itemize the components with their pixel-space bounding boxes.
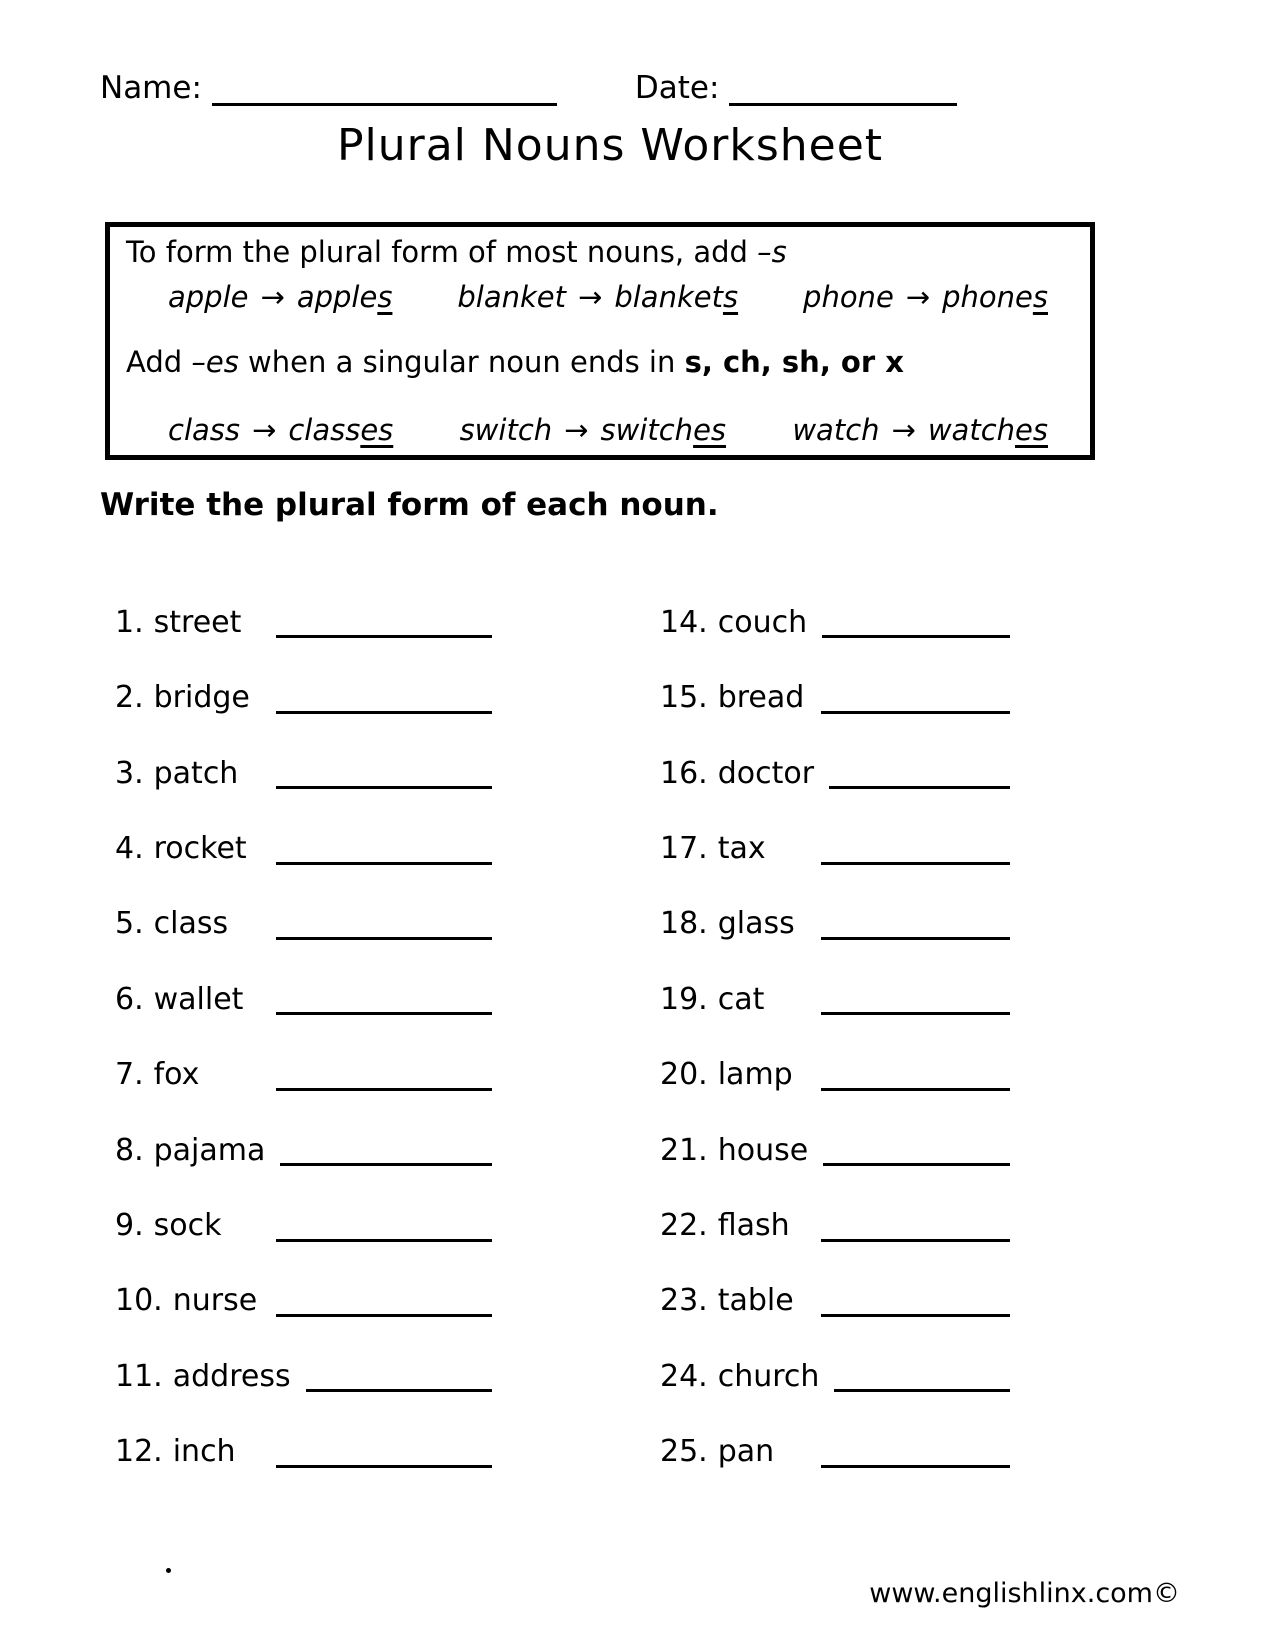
item-word: inch — [172, 1434, 236, 1470]
date-label: Date: — [634, 70, 720, 106]
item-number: 19. — [660, 981, 708, 1017]
item-word: patch — [153, 755, 239, 791]
answer-line[interactable] — [276, 635, 492, 638]
date-input-line[interactable] — [729, 68, 957, 106]
arrow-icon: → — [891, 413, 916, 448]
item-word: address — [172, 1358, 291, 1394]
answer-line[interactable] — [821, 1465, 1010, 1468]
answer-line[interactable] — [276, 1465, 492, 1468]
answer-line[interactable] — [821, 1012, 1010, 1015]
item-label — [115, 1433, 261, 1471]
example-apple — [168, 280, 392, 315]
item-number: 15. — [660, 680, 708, 716]
item-word: cat — [717, 981, 765, 1017]
items-grid — [115, 578, 1010, 1488]
example-plural — [297, 280, 393, 314]
rule-1-suffix: –s — [757, 235, 787, 269]
name-label: Name: — [100, 70, 202, 106]
item-label — [660, 1207, 806, 1245]
item-word: street — [153, 604, 242, 640]
example-plural-base: phone — [942, 279, 1033, 314]
example-class — [168, 413, 393, 448]
item-label — [660, 905, 806, 943]
example-singular: apple — [168, 279, 249, 314]
rule-2-examples — [168, 413, 1048, 448]
item-14 — [660, 578, 1010, 653]
rule-1-text: To form the plural form of most nouns, add — [126, 235, 758, 269]
example-plural — [600, 413, 726, 447]
rule-2-suffix: –es — [191, 344, 239, 379]
answer-line[interactable] — [821, 937, 1010, 940]
rule-2-pre: Add — [126, 344, 192, 379]
item-label — [115, 830, 261, 868]
arrow-icon: → — [260, 279, 285, 314]
item-23 — [660, 1257, 1010, 1332]
item-number: 6. — [115, 981, 144, 1017]
item-label — [660, 1358, 819, 1396]
example-blanket — [457, 280, 738, 315]
example-plural — [614, 280, 738, 314]
example-plural-suffix: s — [722, 279, 739, 314]
item-number: 3. — [115, 755, 144, 791]
item-word: nurse — [172, 1283, 258, 1319]
item-label — [115, 1282, 261, 1320]
answer-line[interactable] — [821, 1314, 1010, 1317]
item-label — [115, 905, 261, 943]
example-singular: blanket — [457, 279, 567, 314]
footer-url: www.englishlinx.com© — [869, 1578, 1180, 1609]
rule-2-endings: s, ch, sh, or x — [684, 344, 904, 379]
arrow-icon: → — [564, 413, 589, 448]
arrow-icon: → — [252, 413, 277, 448]
example-plural-base: apple — [296, 279, 378, 314]
item-word: doctor — [717, 755, 815, 791]
item-15 — [660, 653, 1010, 728]
example-singular: watch — [792, 413, 880, 448]
item-20 — [660, 1030, 1010, 1105]
answer-line[interactable] — [822, 635, 1010, 638]
item-word: fox — [153, 1057, 200, 1093]
answer-line[interactable] — [821, 862, 1010, 865]
item-number: 21. — [660, 1132, 708, 1168]
item-word: table — [717, 1283, 794, 1319]
example-singular: class — [168, 413, 240, 448]
item-25 — [660, 1407, 1010, 1482]
item-word: glass — [717, 906, 795, 942]
item-label — [660, 1433, 806, 1471]
items-column-right — [660, 578, 1010, 1483]
item-11 — [115, 1332, 492, 1407]
item-16 — [660, 729, 1010, 804]
answer-line[interactable] — [276, 1239, 492, 1242]
example-plural-base: watch — [927, 413, 1016, 448]
answer-line[interactable] — [821, 1088, 1010, 1091]
item-2 — [115, 653, 492, 728]
item-word: pajama — [153, 1132, 266, 1168]
item-number: 9. — [115, 1208, 144, 1244]
item-word: sock — [153, 1208, 222, 1244]
answer-line[interactable] — [821, 1239, 1010, 1242]
answer-line[interactable] — [276, 786, 492, 789]
rule-add-s — [126, 235, 1090, 270]
arrow-icon: → — [905, 279, 931, 314]
item-6 — [115, 955, 492, 1030]
example-plural — [942, 280, 1048, 314]
item-word: church — [717, 1358, 820, 1394]
item-number: 22. — [660, 1208, 708, 1244]
item-label — [660, 679, 806, 717]
item-word: pan — [717, 1434, 775, 1470]
item-number: 1. — [115, 604, 144, 640]
item-label — [660, 1056, 806, 1094]
item-7 — [115, 1030, 492, 1105]
example-plural-suffix: es — [1015, 413, 1048, 448]
item-number: 11. — [115, 1358, 163, 1394]
item-22 — [660, 1181, 1010, 1256]
example-plural-base: class — [288, 413, 361, 448]
item-word: house — [717, 1132, 809, 1168]
item-8 — [115, 1106, 492, 1181]
answer-line[interactable] — [276, 862, 492, 865]
rule-add-es — [126, 345, 1090, 380]
item-number: 25. — [660, 1434, 708, 1470]
item-4 — [115, 804, 492, 879]
name-input-line[interactable] — [212, 68, 557, 106]
item-18 — [660, 880, 1010, 955]
item-label — [660, 981, 806, 1019]
item-10 — [115, 1257, 492, 1332]
item-number: 8. — [115, 1132, 144, 1168]
arrow-icon: → — [578, 279, 603, 314]
item-number: 4. — [115, 831, 144, 867]
example-plural-suffix: s — [377, 279, 393, 314]
item-number: 17. — [660, 831, 708, 867]
item-word: class — [153, 906, 229, 942]
answer-line[interactable] — [276, 711, 492, 714]
item-label — [115, 1358, 291, 1396]
stray-mark — [166, 1568, 171, 1573]
example-plural — [928, 413, 1048, 447]
item-number: 23. — [660, 1283, 708, 1319]
answer-line[interactable] — [823, 1163, 1010, 1166]
item-label — [115, 755, 261, 793]
example-singular: switch — [459, 413, 553, 448]
items-column-left — [115, 578, 492, 1483]
item-word: bridge — [153, 680, 250, 716]
item-word: wallet — [153, 981, 244, 1017]
item-number: 12. — [115, 1434, 163, 1470]
answer-line[interactable] — [276, 937, 492, 940]
header — [100, 68, 960, 106]
rule-2-mid: when a singular noun ends in — [238, 344, 685, 379]
item-word: bread — [717, 680, 805, 716]
answer-line[interactable] — [280, 1163, 492, 1166]
item-12 — [115, 1407, 492, 1482]
item-word: flash — [717, 1208, 790, 1244]
item-19 — [660, 955, 1010, 1030]
item-label — [115, 679, 261, 717]
item-number: 10. — [115, 1283, 163, 1319]
answer-line[interactable] — [276, 1314, 492, 1317]
item-word: couch — [717, 604, 808, 640]
item-label — [660, 830, 806, 868]
item-label — [660, 1132, 808, 1170]
answer-line[interactable] — [276, 1012, 492, 1015]
item-word: rocket — [153, 831, 247, 867]
example-plural-base: blanket — [614, 279, 723, 314]
item-number: 5. — [115, 906, 144, 942]
answer-line[interactable] — [306, 1389, 492, 1392]
item-number: 18. — [660, 906, 708, 942]
example-singular: phone — [803, 279, 894, 314]
instruction-heading: Write the plural form of each noun. — [100, 487, 719, 523]
example-watch — [792, 413, 1048, 448]
item-9 — [115, 1181, 492, 1256]
item-label — [660, 604, 807, 642]
page-title: Plural Nouns Worksheet — [336, 120, 884, 171]
example-plural-suffix: es — [693, 413, 727, 448]
item-3 — [115, 729, 492, 804]
item-number: 24. — [660, 1358, 708, 1394]
example-plural-base: switch — [600, 413, 694, 448]
answer-line[interactable] — [276, 1088, 492, 1091]
item-word: tax — [717, 831, 766, 867]
item-label — [115, 981, 261, 1019]
example-phone — [803, 280, 1048, 315]
example-plural-suffix: es — [360, 413, 394, 448]
answer-line[interactable] — [829, 786, 1010, 789]
item-number: 16. — [660, 755, 708, 791]
item-label — [115, 1056, 261, 1094]
item-label — [660, 755, 814, 793]
item-24 — [660, 1332, 1010, 1407]
item-label — [115, 604, 261, 642]
answer-line[interactable] — [821, 711, 1010, 714]
item-number: 20. — [660, 1057, 708, 1093]
item-label — [115, 1132, 265, 1170]
item-17 — [660, 804, 1010, 879]
item-number: 2. — [115, 680, 144, 716]
rules-box — [105, 222, 1095, 460]
rule-1-examples — [168, 280, 1048, 315]
item-label — [660, 1282, 806, 1320]
item-1 — [115, 578, 492, 653]
answer-line[interactable] — [834, 1389, 1010, 1392]
example-plural-suffix: s — [1032, 279, 1048, 314]
item-21 — [660, 1106, 1010, 1181]
item-5 — [115, 880, 492, 955]
example-plural — [288, 413, 393, 447]
item-word: lamp — [717, 1057, 793, 1093]
example-switch — [460, 413, 726, 448]
item-label — [115, 1207, 261, 1245]
item-number: 7. — [115, 1057, 144, 1093]
item-number: 14. — [660, 604, 708, 640]
